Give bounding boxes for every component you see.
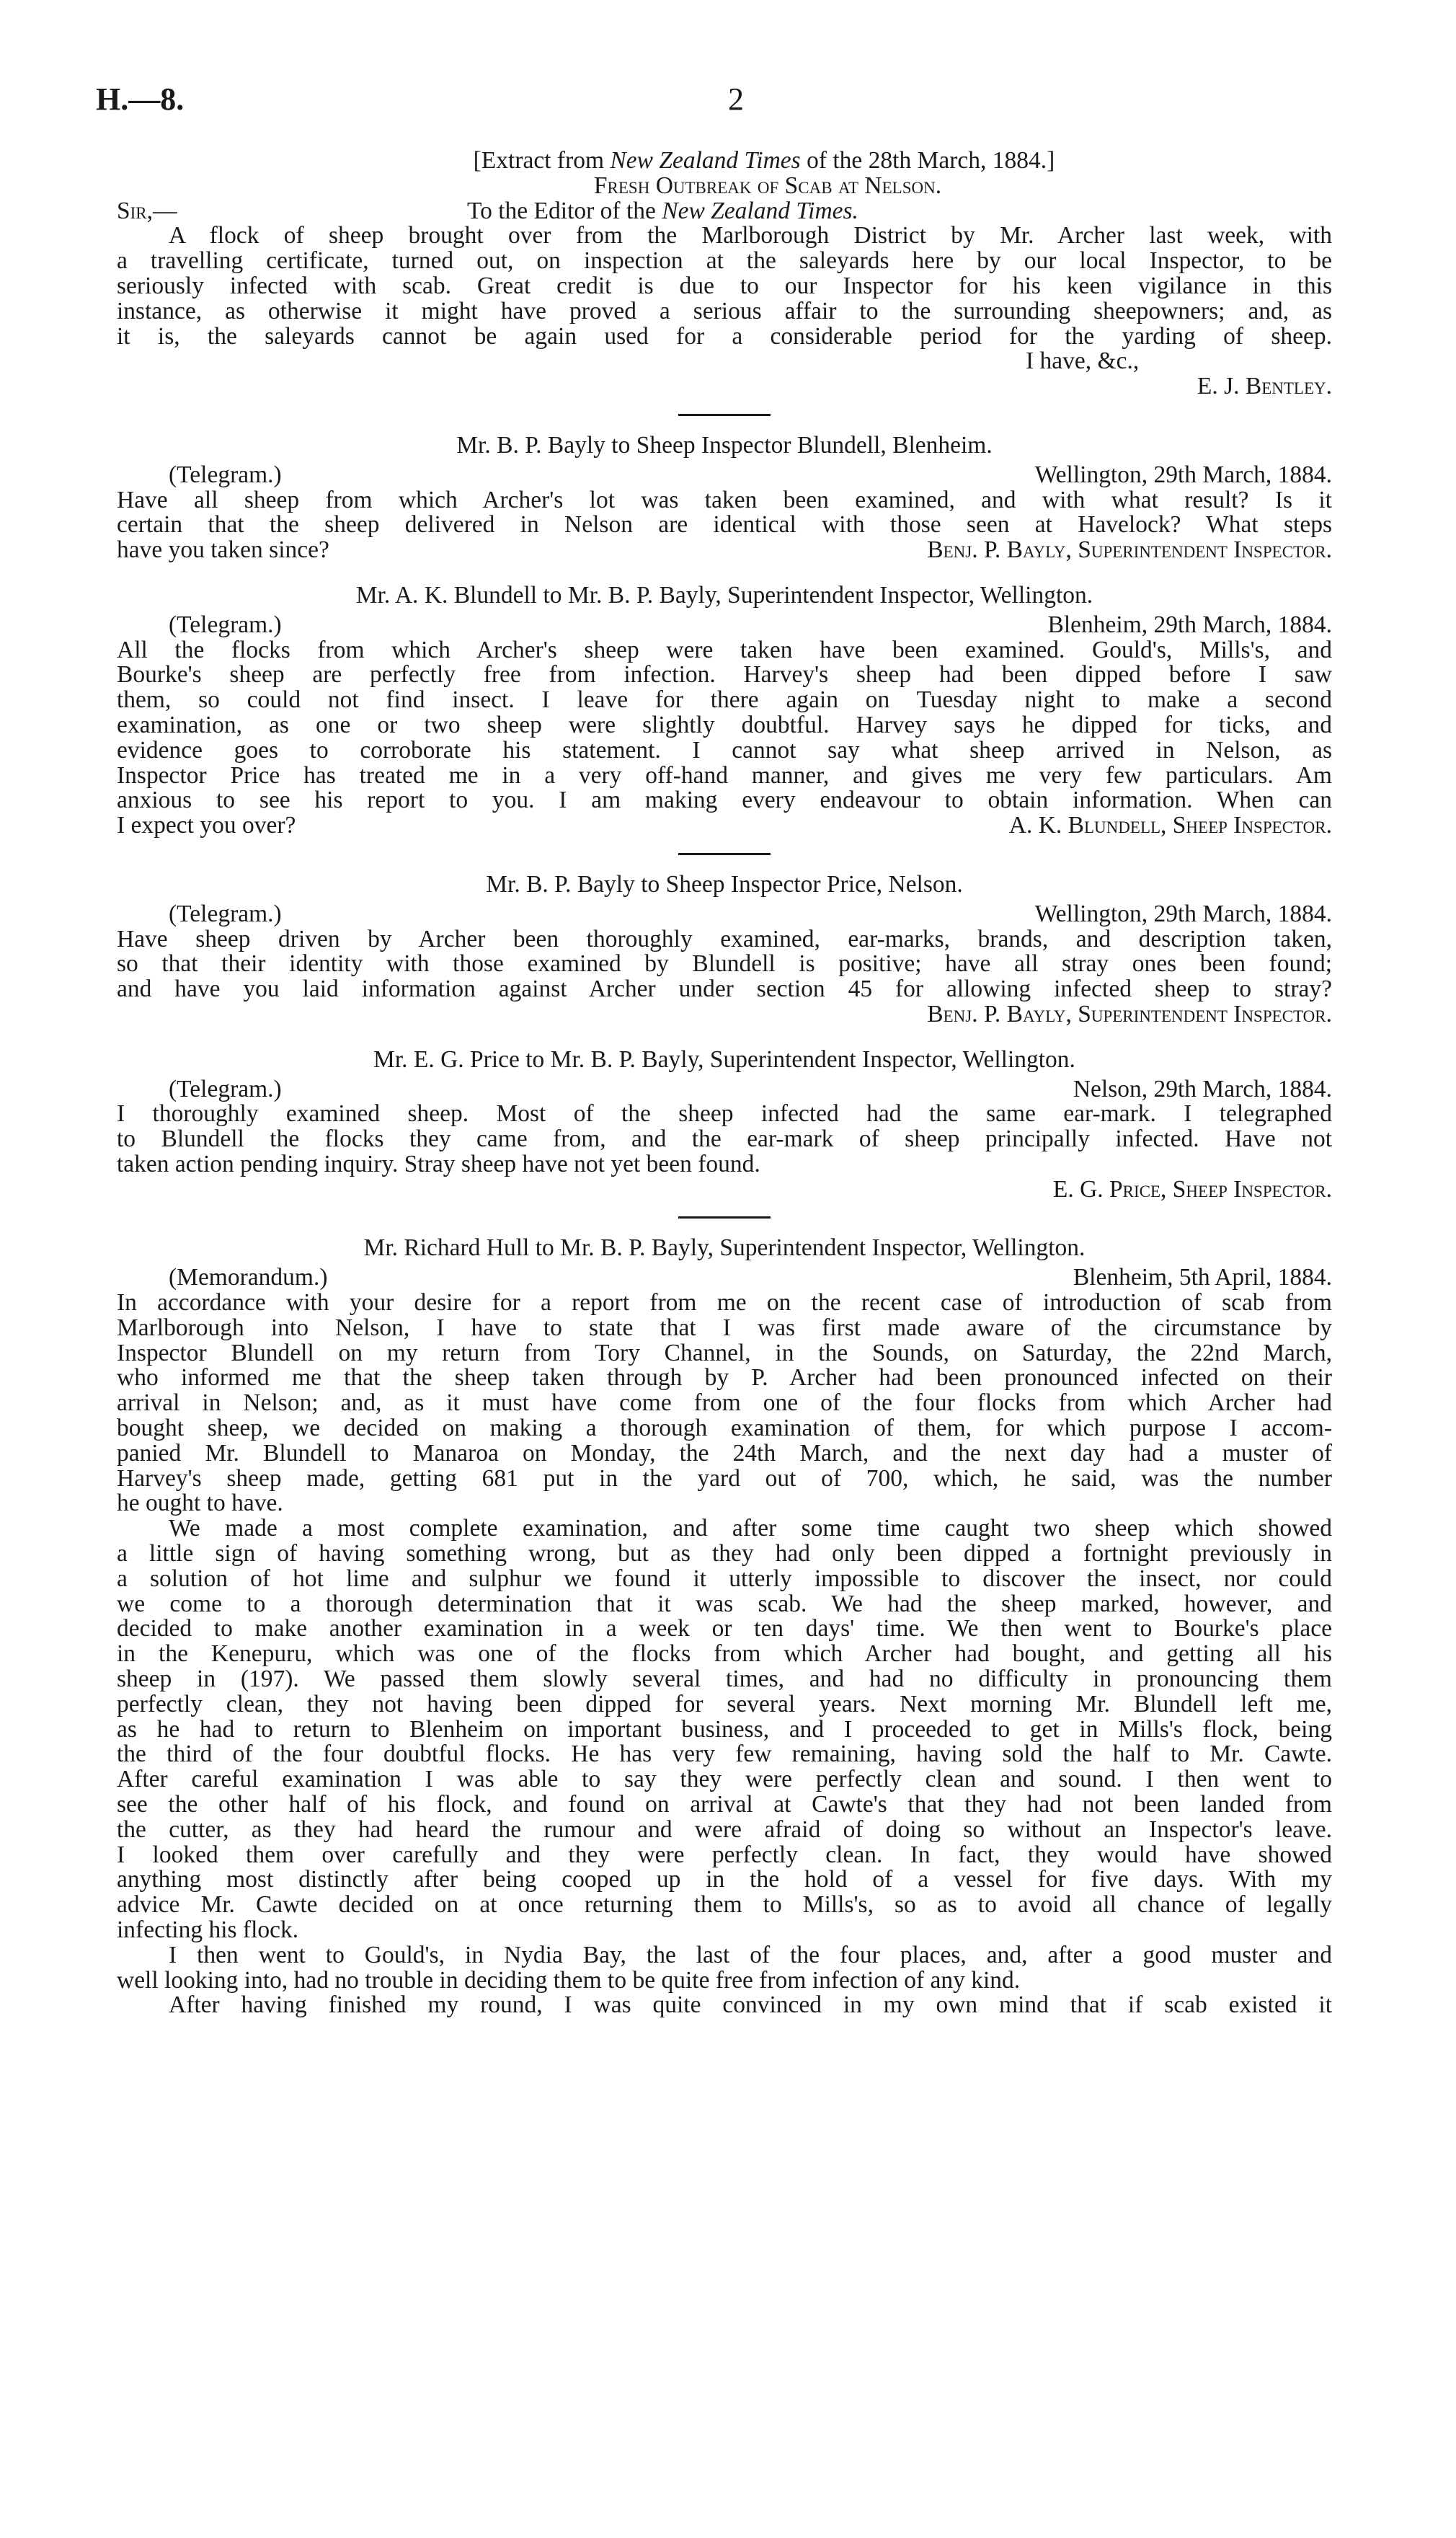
memo-line: sheep in (197). We passed them slowly several times, and had no difficulty in pronouncing them	[117, 1666, 1332, 1693]
memo-line: in the Kenepuru, which was one of the flocks from which Archer had bought, and getting all his	[117, 1640, 1332, 1668]
memo-line: Harvey's sheep made, getting 681 put in the yard out of 700, which, he said, was the number	[117, 1464, 1332, 1492]
telegram-heading: Mr. B. P. Bayly to Sheep Inspector Blundell, Blenheim.	[456, 431, 993, 459]
extract-salutation-row	[117, 199, 1332, 224]
page-body	[117, 149, 1332, 2018]
page-number: 2	[728, 81, 744, 117]
telegram-place-date: Wellington, 29th March, 1884.	[1034, 461, 1332, 488]
salutation: Sir,—	[117, 197, 177, 224]
extract-line: instance, as otherwise it might have proved a serious affair to the surrounding sheepowners; and, as	[117, 297, 1332, 324]
telegram-line: I expect you over?	[117, 812, 296, 839]
telegram-line: evidence goes to corroborate his statement. I cannot say what sheep arrived in Nelson, as	[117, 736, 1332, 764]
memo-line: as he had to return to Blenheim on important business, and I proceeded to get in Mills's flock, being	[117, 1715, 1332, 1743]
telegram-signature: A. K. Blundell, Sheep Inspector.	[1008, 812, 1332, 839]
memo-type: (Memorandum.)	[169, 1264, 328, 1291]
telegram-type: (Telegram.)	[169, 1075, 282, 1102]
telegram-heading: Mr. E. G. Price to Mr. B. P. Bayly, Superintendent Inspector, Wellington.	[373, 1045, 1075, 1073]
newspaper-extract	[117, 149, 1332, 399]
telegram-signature: Benj. P. Bayly, Superintendent Inspector.	[927, 1000, 1332, 1027]
memo-line: well looking into, had no trouble in deciding them to be quite free from infection of any kind.	[117, 1966, 1021, 1994]
memo-line: After careful examination I was able to say they were perfectly clean and sound. I then went to	[117, 1766, 1332, 1793]
telegram-last-row	[117, 813, 1332, 839]
extract-line: a travelling certificate, turned out, on inspection at the saleyards here by our local Inspector, to be	[117, 247, 1332, 275]
extract-signature: E. J. Bentley.	[1197, 373, 1332, 400]
memo-line: anything most distinctly after being cooped up in the hold of a vessel for five days. With my	[117, 1866, 1332, 1893]
memo-line: Marlborough into Nelson, I have to state that I was first made aware of the circumstance by	[117, 1314, 1332, 1341]
telegram-line: and have you laid information against Archer under section 45 for allowing infected sheep to stray?	[117, 976, 1332, 1003]
telegram-line: so that their identity with those examined by Blundell is positive; have all stray ones been found;	[117, 950, 1332, 978]
memo-line: see the other half of his flock, and found on arrival at Cawte's that they had not been landed from	[117, 1791, 1332, 1818]
memo-line: we come to a thorough determination that it was scab. We had the sheep marked, however, and	[117, 1590, 1332, 1617]
memo-line: I looked them over carefully and they were perfectly clean. In fact, they would have showed	[117, 1841, 1332, 1868]
memo-line: the cutter, as they had heard the rumour and were afraid of doing so without an Inspector's leave.	[117, 1816, 1332, 1843]
telegram-line: certain that the sheep delivered in Nelson are identical with those seen at Havelock? What steps	[117, 511, 1332, 539]
memo-line: In accordance with your desire for a report from me on the recent case of introduction of scab from	[117, 1289, 1332, 1317]
memo-line: panied Mr. Blundell to Manaroa on Monday, the 24th March, and the next day had a muster of	[117, 1439, 1332, 1467]
memo-line: who informed me that the sheep taken through by P. Archer had been pronounced infected on their	[117, 1364, 1332, 1392]
memorandum-hull-to-bayly	[117, 1236, 1332, 2018]
memo-line: After having finished my round, I was quite convinced in my own mind that if scab existed it	[169, 1991, 1332, 2019]
memo-line: decided to make another examination in a week or ten days' time. We then went to Bourke's place	[117, 1615, 1332, 1642]
memo-line: infecting his flock.	[117, 1916, 299, 1943]
memo-line: the third of the four doubtful flocks. He has very few remaining, having sold the half to Mr. Cawte.	[117, 1741, 1332, 1768]
telegram-line: examination, as one or two sheep were slightly doubtful. Harvey says he dipped for ticks, and	[117, 711, 1332, 738]
telegram-line: have you taken since?	[117, 536, 329, 564]
extract-closing: I have, &c.,	[1026, 348, 1140, 375]
memo-meta	[117, 1265, 1332, 1291]
extract-line: seriously infected with scab. Great credit is due to our Inspector for his keen vigilance in this	[117, 272, 1332, 299]
telegram-meta	[117, 902, 1332, 927]
memo-line: bought sheep, we decided on making a thorough examination of them, for which purpose I accom-	[117, 1415, 1332, 1442]
telegram-place-date: Wellington, 29th March, 1884.	[1034, 900, 1332, 927]
telegram-type: (Telegram.)	[169, 611, 282, 638]
telegram-bayly-to-blundell	[117, 433, 1332, 563]
telegram-meta	[117, 1077, 1332, 1102]
telegram-signature: E. G. Price, Sheep Inspector.	[1052, 1175, 1332, 1203]
telegram-place-date: Nelson, 29th March, 1884.	[1073, 1075, 1332, 1102]
extract-line: it is, the saleyards cannot be again used for a considerable period for the yarding of sheep.	[117, 322, 1332, 350]
telegram-line: I thoroughly examined sheep. Most of the sheep infected had the same ear-mark. I telegraphed	[117, 1100, 1332, 1128]
memo-place-date: Blenheim, 5th April, 1884.	[1073, 1264, 1332, 1291]
telegram-line: Have sheep driven by Archer been thoroughly examined, ear-marks, brands, and description taken,	[117, 925, 1332, 952]
telegram-type: (Telegram.)	[169, 461, 282, 488]
telegram-signature: Benj. P. Bayly, Superintendent Inspector.	[927, 536, 1332, 564]
section-divider	[678, 853, 771, 855]
memo-line: perfectly clean, they not having been dipped for several years. Next morning Mr. Blundell left me,	[117, 1690, 1332, 1717]
telegram-price-to-bayly	[117, 1045, 1332, 1203]
memo-line: a solution of hot lime and sulphur we found it utterly impossible to discover the insect, nor could	[117, 1565, 1332, 1592]
extract-headline: Fresh Outbreak of Scab at Nelson.	[593, 172, 942, 199]
telegram-line: Bourke's sheep are perfectly free from infection. Harvey's sheep had been dipped before I saw	[117, 661, 1332, 689]
memo-line: Inspector Blundell on my return from Tory Channel, in the Sounds, on Saturday, the 22nd March,	[117, 1339, 1332, 1366]
telegram-bayly-to-price	[117, 872, 1332, 1027]
extract-source: [Extract from New Zealand Times of the 28th March, 1884.]	[473, 147, 1055, 174]
telegram-line: Have all sheep from which Archer's lot was taken been examined, and with what result? Is it	[117, 486, 1332, 513]
section-divider	[678, 1216, 771, 1219]
memo-line: he ought to have.	[117, 1490, 283, 1517]
parliamentary-paper-reference: H.—8.	[96, 81, 185, 117]
telegram-line: them, so could not find insect. I leave for there again on Tuesday night to make a second	[117, 686, 1332, 714]
telegram-meta	[117, 613, 1332, 638]
telegram-heading: Mr. A. K. Blundell to Mr. B. P. Bayly, Superintendent Inspector, Wellington.	[355, 581, 1093, 609]
memo-line: a little sign of having something wrong, but as they had only been dipped a fortnight previously in	[117, 1540, 1332, 1568]
telegram-heading: Mr. B. P. Bayly to Sheep Inspector Price, Nelson.	[486, 870, 963, 898]
memo-line: We made a most complete examination, and after some time caught two sheep which showed	[169, 1515, 1332, 1542]
memo-line: I then went to Gould's, in Nydia Bay, the last of the four places, and, after a good muster and	[169, 1941, 1332, 1968]
telegram-line: taken action pending inquiry. Stray sheep have not yet been found.	[117, 1150, 760, 1177]
extract-line: A flock of sheep brought over from the Marlborough District by Mr. Archer last week, with	[169, 222, 1332, 249]
telegram-line: to Blundell the flocks they came from, and the ear-mark of sheep principally infected. Have not	[117, 1126, 1332, 1153]
memo-line: arrival in Nelson; and, as it must have come from one of the four flocks from which Archer had	[117, 1389, 1332, 1417]
telegram-meta	[117, 463, 1332, 488]
memo-line: advice Mr. Cawte decided on at once returning them to Mills's, so as to avoid all chance of legally	[117, 1891, 1332, 1919]
telegram-last-row	[117, 538, 1332, 563]
telegram-type: (Telegram.)	[169, 900, 282, 927]
telegram-place-date: Blenheim, 29th March, 1884.	[1047, 611, 1332, 638]
memo-heading: Mr. Richard Hull to Mr. B. P. Bayly, Superintendent Inspector, Wellington.	[363, 1234, 1086, 1262]
editor-address: To the Editor of the New Zealand Times.	[467, 197, 858, 224]
telegram-line: anxious to see his report to you. I am making every endeavour to obtain information. When can	[117, 787, 1332, 814]
section-divider	[678, 414, 771, 416]
telegram-line: Inspector Price has treated me in a very off-hand manner, and gives me very few particulars. Am	[117, 761, 1332, 789]
telegram-blundell-to-bayly	[117, 583, 1332, 839]
telegram-line: All the flocks from which Archer's sheep were taken have been examined. Gould's, Mills's, and	[117, 636, 1332, 663]
